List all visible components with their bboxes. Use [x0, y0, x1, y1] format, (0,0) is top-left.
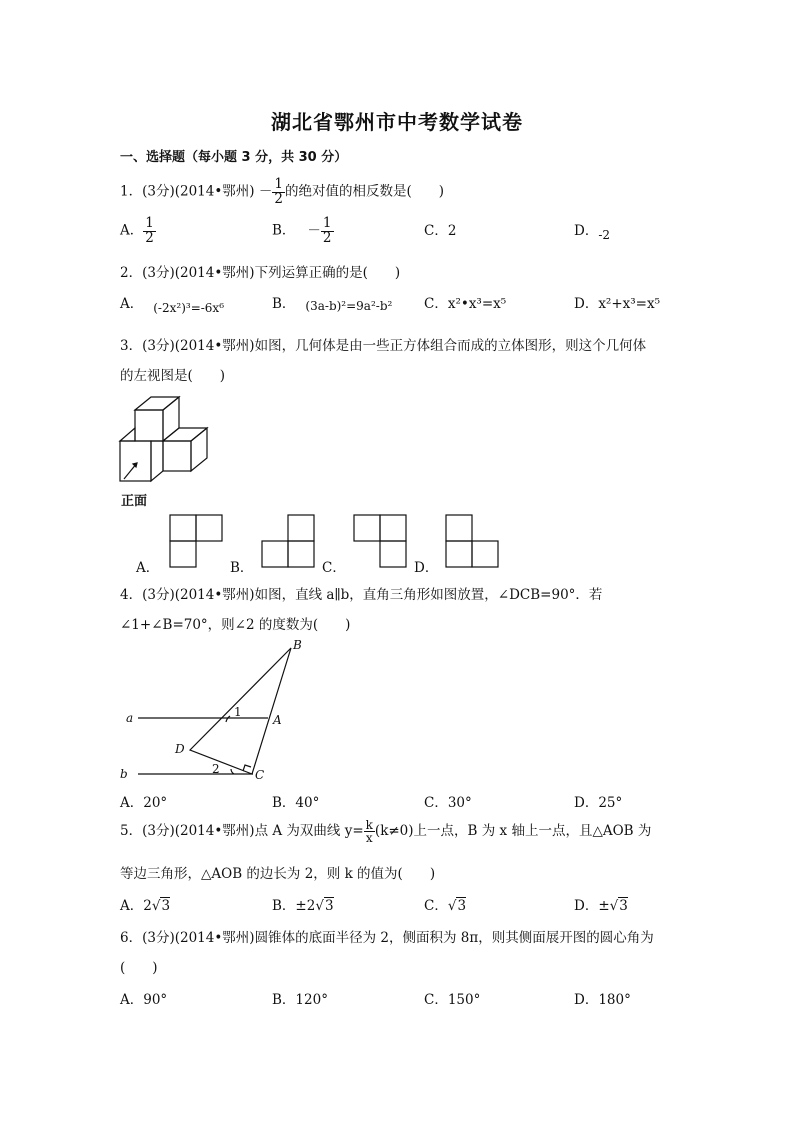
label-line-a: a — [126, 711, 134, 725]
q4-option-b[interactable]: B．40° — [272, 795, 320, 811]
q1-prefix: 1．(3分)(2014•鄂州) — [120, 183, 255, 200]
question-6-line-1: 6．(3分)(2014•鄂州)圆锥体的底面半径为 2，侧面积为 8π，则其侧面展开图的圆心角为 — [120, 930, 654, 946]
q5-option-a[interactable]: A．2√3 — [120, 898, 171, 914]
q3-option-c[interactable]: C． — [322, 560, 346, 576]
q6-option-c[interactable]: C．150° — [424, 992, 481, 1008]
q1-option-b[interactable]: B． － $\frac{1}{2}$ — [272, 215, 332, 246]
question-5-line-1: 5．(3分)(2014•鄂州)点 A 为双曲线 y= $\frac{k}{x}$ (k≠0)上一点，B 为 x 轴上一点，且△AOB 为 — [120, 818, 652, 845]
label-angle-1: 1 — [234, 705, 242, 719]
question-5-line-2: 等边三角形，△AOB 的边长为 2，则 k 的值为( ) — [120, 866, 436, 882]
q3-view-c — [353, 514, 409, 570]
label-b-point: B — [293, 638, 302, 652]
label-a-point: A — [273, 713, 282, 727]
q5-option-c[interactable]: C．√3 — [424, 898, 467, 914]
label-line-b: b — [120, 767, 128, 781]
q6-option-a[interactable]: A．90° — [120, 992, 168, 1008]
question-3-line-2: 的左视图是( ) — [120, 368, 226, 384]
q3-option-d[interactable]: D． — [414, 560, 439, 576]
label-angle-2: 2 — [212, 762, 220, 776]
q1-option-d[interactable]: D．-2 — [574, 223, 611, 242]
q6-option-d[interactable]: D．180° — [574, 992, 631, 1008]
q2-option-b[interactable]: B． (3a-b)²=9a²-b² — [272, 296, 393, 313]
q2-option-c[interactable]: C．x²•x³=x⁵ — [424, 296, 507, 312]
question-4-line-1: 4．(3分)(2014•鄂州)如图，直线 a∥b，直角三角形如图放置，∠DCB=90°．若 — [120, 587, 603, 603]
q3-option-a[interactable]: A． — [136, 560, 160, 576]
q1-suffix: 的绝对值的相反数是( ) — [284, 183, 445, 200]
question-1 — [120, 178, 444, 206]
q2-option-d[interactable]: D．x²+x³=x⁵ — [574, 296, 661, 312]
q1-option-c[interactable]: C．2 — [424, 223, 457, 239]
q4-triangle-figure — [118, 636, 318, 786]
page-title: 湖北省鄂州市中考数学试卷 — [271, 110, 523, 134]
q1-minus: － — [258, 183, 273, 200]
q4-option-c[interactable]: C．30° — [424, 795, 472, 811]
q6-option-b[interactable]: B．120° — [272, 992, 328, 1008]
q5-option-d[interactable]: D．±√3 — [574, 898, 628, 914]
q1-option-a[interactable]: A． $\frac{1}{2}$ — [120, 215, 154, 246]
label-d-point: D — [175, 742, 185, 756]
question-2: 2．(3分)(2014•鄂州)下列运算正确的是( ) — [120, 265, 401, 281]
q4-option-d[interactable]: D．25° — [574, 795, 623, 811]
question-6-line-2: ( ) — [120, 960, 158, 976]
q3-view-d — [445, 514, 501, 570]
q3-view-a — [169, 514, 225, 570]
q1-fraction: $\frac{1}{2}$ — [274, 176, 283, 207]
q4-option-a[interactable]: A．20° — [120, 795, 168, 811]
question-4-line-2: ∠1+∠B=70°，则∠2 的度数为( ) — [120, 617, 351, 633]
label-c-point: C — [255, 768, 265, 782]
section-heading: 一、选择题（每小题 3 分，共 30 分） — [120, 150, 348, 165]
question-3-line-1: 3．(3分)(2014•鄂州)如图，几何体是由一些正方体组合而成的立体图形，则这个几何体 — [120, 338, 647, 354]
front-label: 正面 — [121, 494, 148, 509]
q2-option-a[interactable]: A． (-2x²)³=-6x⁶ — [120, 296, 225, 315]
q3-view-b — [261, 514, 317, 570]
q3-cube-figure — [110, 393, 220, 485]
q3-option-b[interactable]: B． — [230, 560, 254, 576]
q5-option-b[interactable]: B．±2√3 — [272, 898, 334, 914]
